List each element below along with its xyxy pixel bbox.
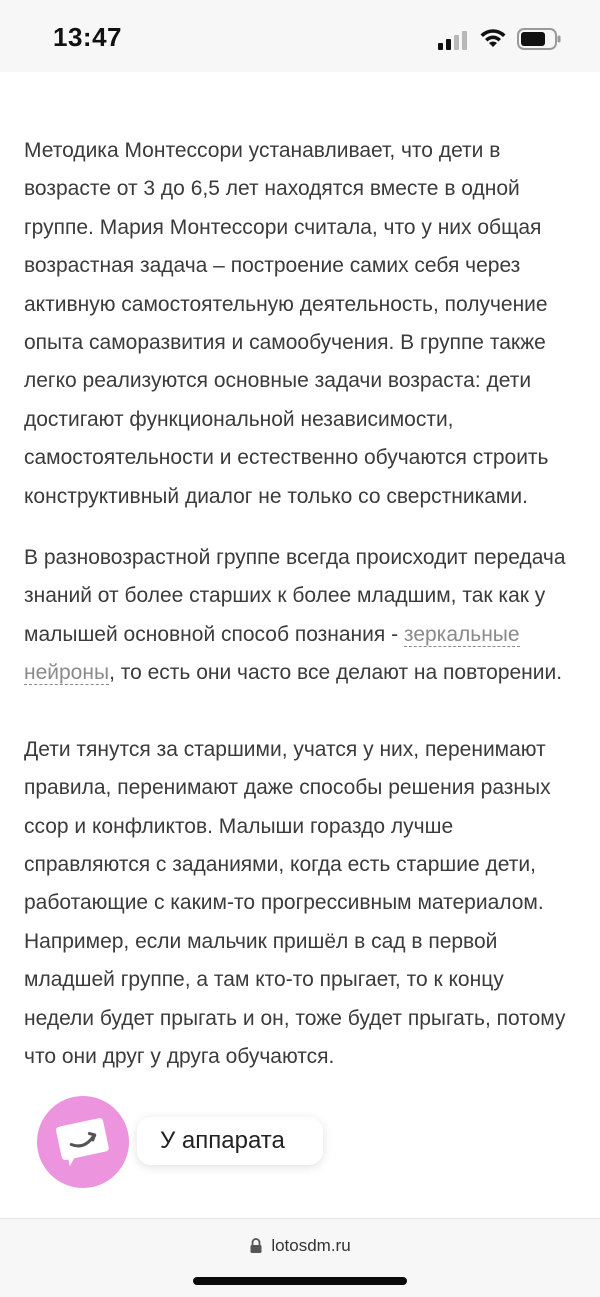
status-bar xyxy=(0,0,600,72)
article-paragraph: Методика Монтессори устанавливает, что дети в возрасте от 3 до 6,5 лет находятся вместе в одной группе. Мария Монтессори считала, что у них общая возрастная задача – построение самих себя через активную самостоятельную деятельность, получение опыта саморазвития и самообучения. В группе также легко реализуются основные задачи возраста: дети достигают функциональной независимости, самостоятельности и естественно обучаются строить конструктивный диалог не только со сверстниками. xyxy=(24,139,549,508)
url-row[interactable] xyxy=(0,1234,600,1258)
status-time: 13:47 xyxy=(53,22,122,52)
home-indicator[interactable] xyxy=(193,1277,407,1285)
mirror-neurons-link[interactable]: зеркальные нейроны xyxy=(24,622,520,685)
wifi-icon xyxy=(479,27,507,49)
lock-icon xyxy=(249,1238,263,1254)
battery-icon xyxy=(517,28,561,50)
cellular-signal-icon xyxy=(438,30,470,50)
paragraph-text: , то есть они часто все делают на повторении. xyxy=(109,661,563,685)
article-body xyxy=(24,132,579,1076)
chat-bubble-icon[interactable] xyxy=(53,1118,113,1166)
chat-widget-label[interactable]: У аппарата xyxy=(160,1127,285,1154)
article-paragraph: Дети тянутся за старшими, учатся у них, перенимают правила, перенимают даже способы решения разных ссор и конфликтов. Малыши гораздо лучше справляются с заданиями, когда есть старшие дети, работающие с каким-то прогрессивным материалом. Например, если мальчик пришёл в сад в первой младшей группе, а там кто-то прыгает, то к концу недели будет прыгать и он, тоже будет прыгать, потому что они друг у друга обучаются. xyxy=(24,737,566,1068)
article-paragraph xyxy=(24,539,579,693)
paragraph-text: В разновозрастной группе всегда происходит передача знаний от более старших к более младшим, так как у малышей основной способ познания - xyxy=(24,546,566,646)
url-text[interactable]: lotosdm.ru xyxy=(271,1236,351,1255)
